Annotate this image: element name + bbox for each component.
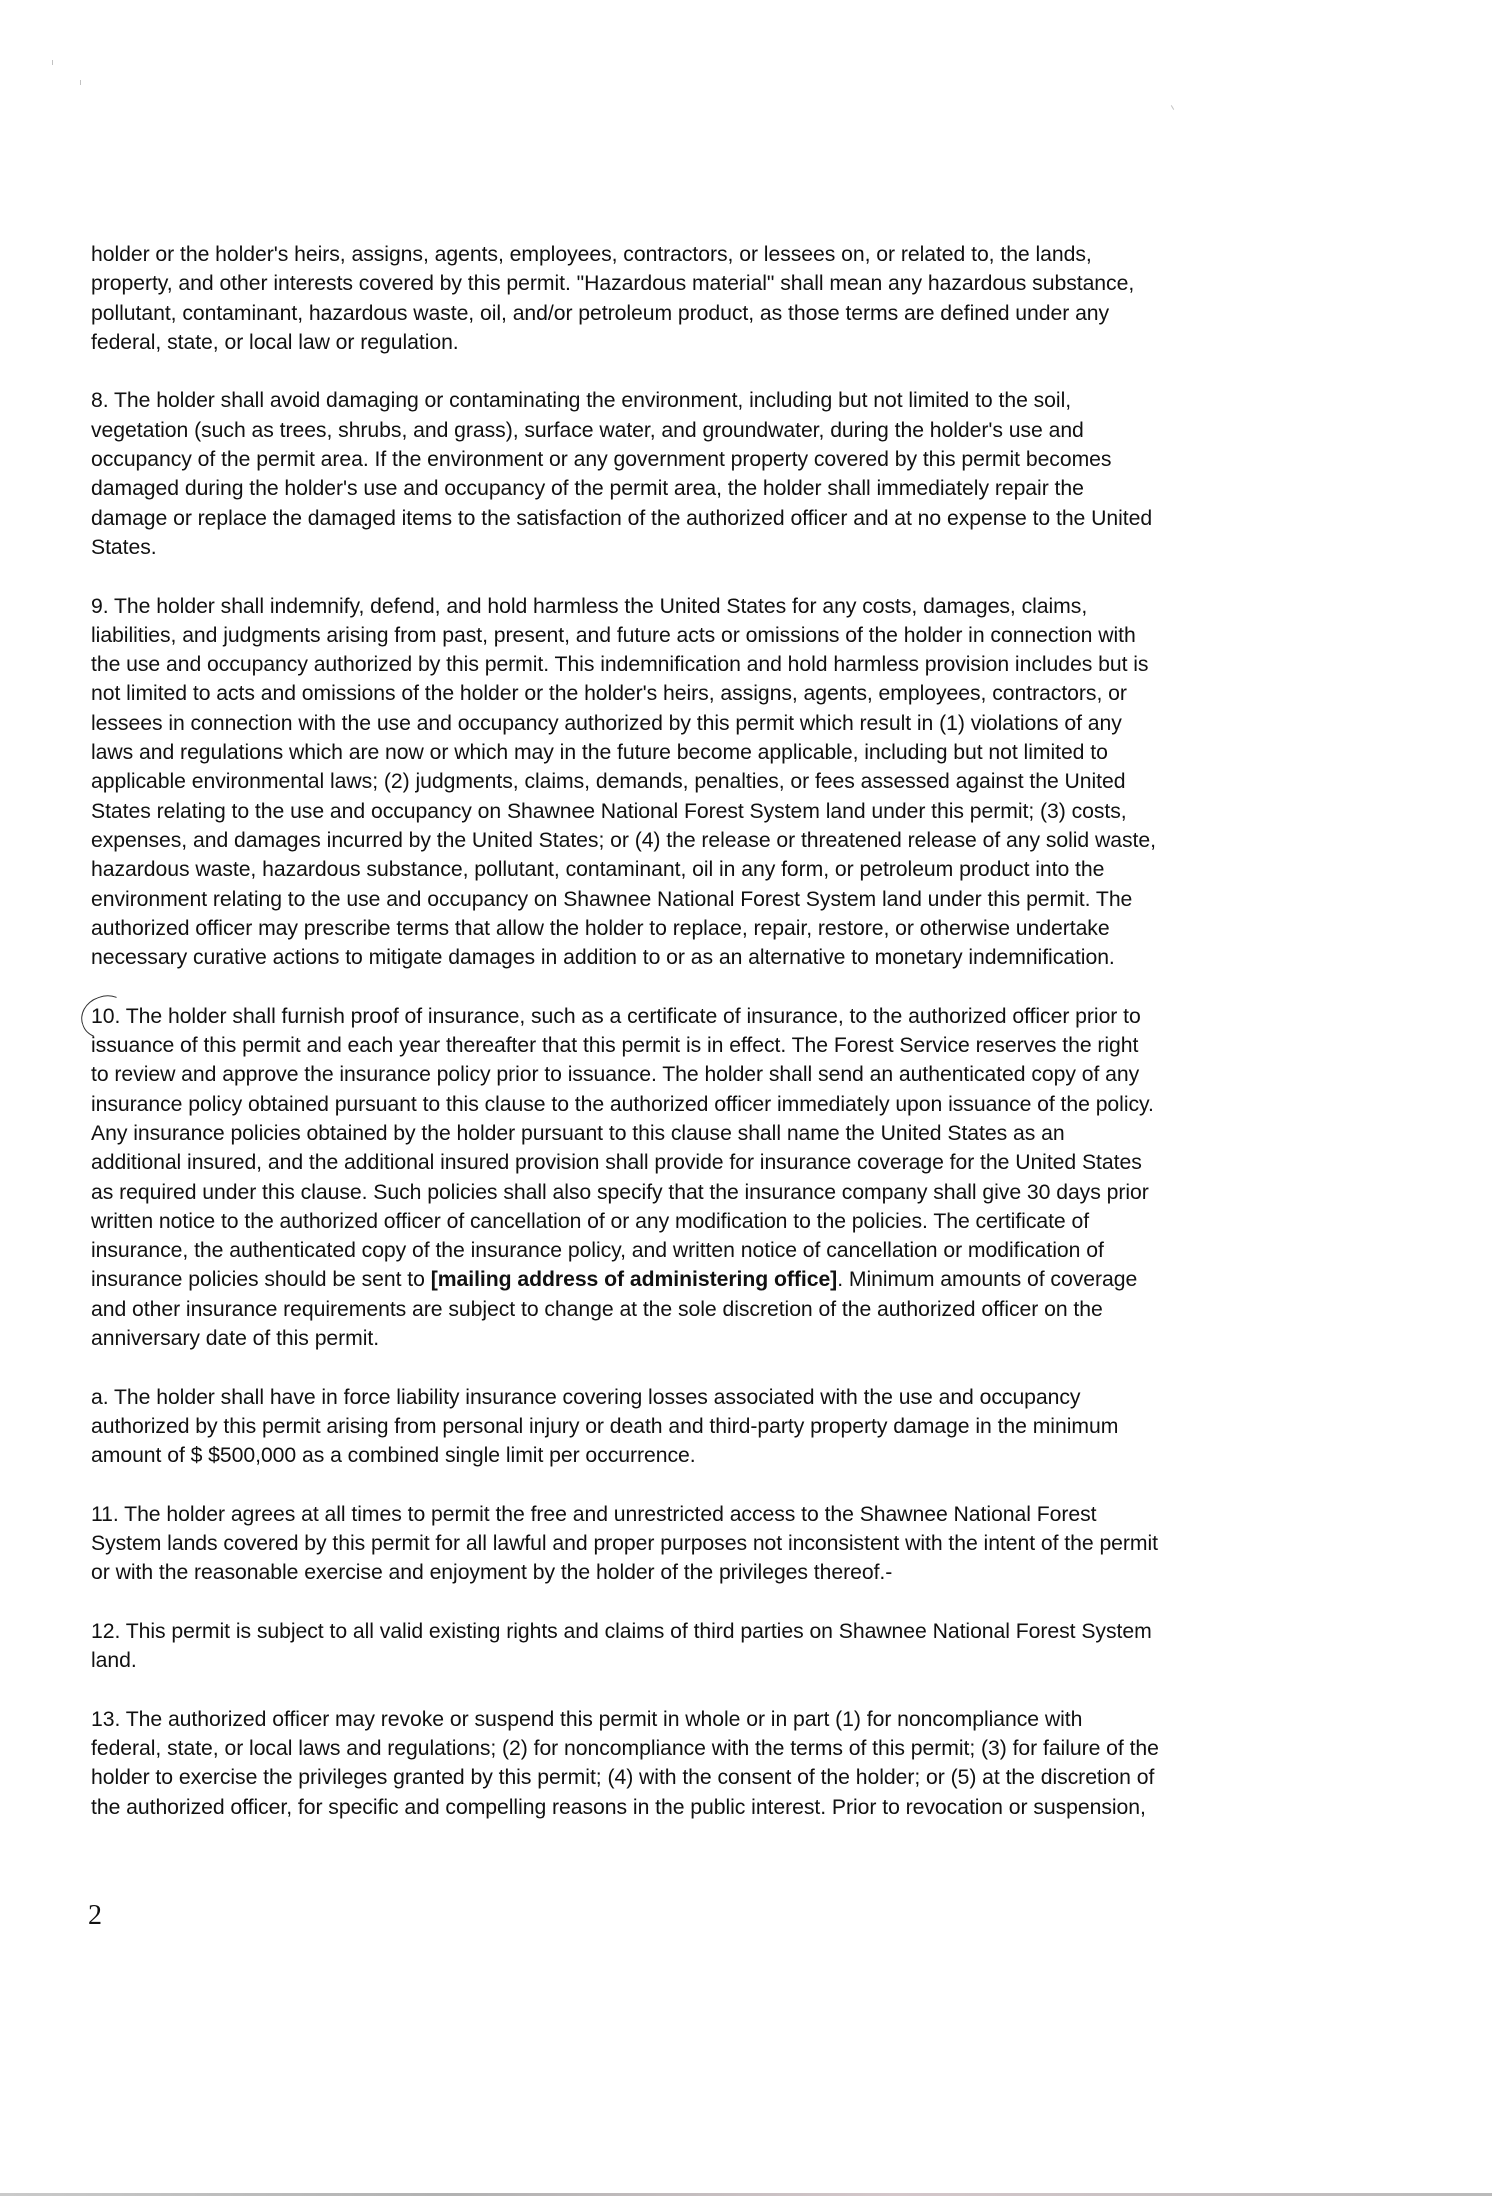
scan-speck [1171,105,1174,110]
text-line: expenses, and damages incurred by the United States; or (4) the release or threatened release of any solid waste, [91,828,1156,852]
text-line: lessees in connection with the use and occupancy authorized by this permit which result in (1) violations of any [91,711,1122,735]
text-line: the authorized officer, for specific and compelling reasons in the public interest. Prior to revocation or suspension, [91,1795,1146,1819]
clause-10a [91,1383,1436,1471]
text-line: 8. The holder shall avoid damaging or contaminating the environment, including but not limited to the soil, [91,389,1072,413]
text-line: 13. The authorized officer may revoke or suspend this permit in whole or in part (1) for noncompliance with [91,1707,1083,1731]
text-line: authorized officer may prescribe terms that allow the holder to replace, repair, restore, or otherwise undertake [91,916,1110,940]
text-span: . Minimum amounts of coverage [837,1268,1138,1292]
text-line: written notice to the authorized officer of cancellation of or any modification to the policies. The certificate of [91,1209,1090,1233]
text-line: environment relating to the use and occupancy on Shawnee National Forest System land under this permit. The [91,887,1133,911]
text-line: to review and approve the insurance policy prior to issuance. The holder shall send an authenticated copy of any [91,1063,1140,1087]
text-line: vegetation (such as trees, shrubs, and grass), surface water, and groundwater, during the holder's use and [91,418,1084,442]
text-line [91,1002,1436,1031]
text-line: holder or the holder's heirs, assigns, agents, employees, contractors, or lessees on, or related to, the lands, [91,243,1092,266]
text-line: property, and other interests covered by this permit. "Hazardous material" shall mean any hazardous substance, [91,272,1135,296]
text-line: a. The holder shall have in force liability insurance covering losses associated with the use and occupancy [91,1385,1081,1409]
scan-edge-line [0,2193,1492,2196]
text-line: 12. This permit is subject to all valid existing rights and claims of third parties on Shawnee National Forest System [91,1619,1152,1643]
text-line: System lands covered by this permit for all lawful and proper purposes not inconsistent with the intent of the permit [91,1532,1159,1556]
text-line: or with the reasonable exercise and enjoyment by the holder of the privileges thereof.- [91,1561,893,1585]
paragraph-continuation [91,240,1436,357]
text-line: hazardous waste, hazardous substance, pollutant, contaminant, oil in any form, or petroleum product into the [91,858,1105,882]
text-line: as required under this clause. Such policies shall also specify that the insurance company shall give 30 days prior [91,1180,1149,1204]
text-line: 9. The holder shall indemnify, defend, and hold harmless the United States for any costs, damages, claims, [91,594,1088,618]
text-line: amount of $ $500,000 as a combined single limit per occurrence. [91,1444,696,1468]
text-line: damage or replace the damaged items to the satisfaction of the authorized officer and at no expense to the United [91,506,1153,530]
text-line: pollutant, contaminant, hazardous waste, oil, and/or petroleum product, as those terms are defined under any [91,301,1110,325]
document-body [91,240,1436,1851]
text-line: necessary curative actions to mitigate damages in addition to or as an alternative to monetary indemnification. [91,946,1115,970]
clause-number-circled [91,1002,120,1031]
clause-9 [91,592,1436,973]
text-line: not limited to acts and omissions of the holder or the holder's heirs, assigns, agents, employees, contractors, or [91,682,1127,706]
text-line: occupancy of the permit area. If the environment or any government property covered by this permit becomes [91,448,1112,472]
text-line: and other insurance requirements are subject to change at the sole discretion of the authorized officer on the [91,1297,1103,1321]
clause-11 [91,1500,1436,1588]
text-line: additional insured, and the additional insured provision shall provide for insurance coverage for the United States [91,1151,1142,1175]
text-line: applicable environmental laws; (2) judgments, claims, demands, penalties, or fees assessed against the United [91,770,1126,794]
scan-speck [52,60,53,65]
text-line: authorized by this permit arising from personal injury or death and third-party property damage in the minimum [91,1414,1119,1438]
text-line: States relating to the use and occupancy on Shawnee National Forest System land under this permit; (3) costs, [91,799,1127,823]
clause-number: 10. [91,1004,121,1028]
text-line: insurance, the authenticated copy of the insurance policy, and written notice of cancellation or modification of [91,1239,1104,1263]
text-line: issuance of this permit and each year thereafter that this permit is in effect. The Forest Service reserves the right [91,1034,1139,1058]
clause-8 [91,386,1436,562]
page-number: 2 [88,1900,102,1931]
text-line: insurance policy obtained pursuant to this clause to the authorized officer immediately upon issuance of the policy. [91,1092,1154,1116]
placeholder-mailing-address: [mailing address of administering office] [430,1268,838,1292]
text-line: land. [91,1649,137,1673]
text-span: insurance policies should be sent to [91,1268,431,1292]
text-line: Any insurance policies obtained by the holder pursuant to this clause shall name the United States as an [91,1121,1065,1145]
clause-12 [91,1617,1436,1676]
clause-10 [91,1002,1436,1354]
text-line: liabilities, and judgments arising from past, present, and future acts or omissions of the holder in connection with [91,623,1136,647]
text-span: The holder shall furnish proof of insurance, such as a certificate of insurance, to the authorized officer prior to [120,1004,1141,1028]
text-line: 11. The holder agrees at all times to permit the free and unrestricted access to the Shawnee National Forest [91,1502,1097,1526]
text-line: States. [91,535,157,559]
text-line: federal, state, or local laws and regulations; (2) for noncompliance with the terms of this permit; (3) for failure of the [91,1737,1159,1761]
text-line: holder to exercise the privileges granted by this permit; (4) with the consent of the holder; or (5) at the discretion of [91,1766,1155,1790]
text-line: damaged during the holder's use and occupancy of the permit area, the holder shall immediately repair the [91,477,1084,501]
clause-13 [91,1705,1436,1822]
text-line: federal, state, or local law or regulation. [91,330,459,354]
scan-speck [80,80,81,85]
text-line: laws and regulations which are now or which may in the future become applicable, including but not limited to [91,741,1108,765]
text-line: anniversary date of this permit. [91,1326,380,1350]
text-line [91,1265,1436,1294]
text-line: the use and occupancy authorized by this permit. This indemnification and hold harmless provision includes but is [91,653,1149,677]
